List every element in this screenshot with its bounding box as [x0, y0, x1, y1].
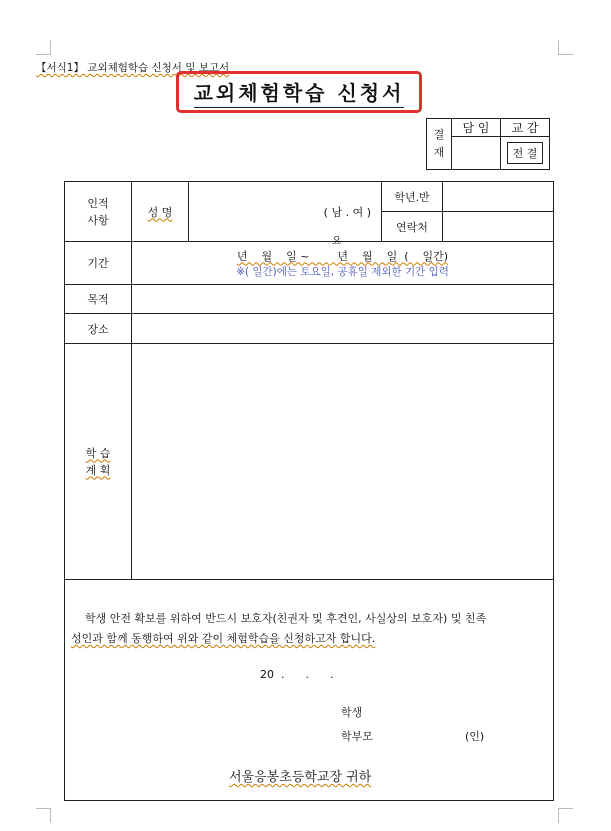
corner-mark-top-right — [558, 40, 573, 55]
personal-info-label: 인적 사항 — [65, 182, 132, 242]
name-field[interactable] — [189, 182, 382, 242]
declaration-line-1: 학생 안전 확보를 위하여 반드시 보호자(친권자 및 후견인, 사실상의 보호자) 및 친족 — [85, 612, 487, 625]
place-field[interactable] — [132, 314, 554, 344]
corner-mark-bottom-right — [558, 808, 573, 823]
period-unit-marker: 요 — [332, 236, 342, 247]
purpose-label: 목적 — [65, 285, 132, 314]
grade-class-field[interactable] — [443, 182, 554, 212]
approval-side-label: 결 재 — [427, 119, 452, 170]
form-number-label: 【서식1】 교외체험학습 신청서 및 보고서 — [36, 62, 230, 74]
corner-mark-top-left — [36, 40, 51, 55]
addressee: 서울응봉초등학교장 귀하 — [229, 770, 372, 785]
grade-class-label: 학년.반 — [382, 182, 443, 212]
seal-mark: (인) — [465, 730, 485, 743]
homeroom-sign-cell[interactable] — [452, 137, 501, 170]
vice-principal-sign-cell[interactable] — [501, 137, 550, 170]
approval-box — [426, 118, 550, 170]
page-title[interactable] — [176, 71, 422, 113]
gender-selector[interactable]: ( 남 . 여 ) — [323, 205, 371, 219]
date-field[interactable]: 20 . . . — [260, 668, 334, 681]
learning-plan-field[interactable] — [132, 344, 554, 580]
contact-label: 연락처 — [382, 212, 443, 242]
declaration-line-2: 성인과 함께 동행하여 위와 같이 체험학습을 신청하고자 합니다. — [71, 632, 376, 645]
purpose-field[interactable] — [132, 285, 554, 314]
corner-mark-bottom-left — [36, 808, 51, 823]
delegated-approval-stamp: 전 결 — [507, 142, 544, 164]
vice-principal-header: 교 감 — [501, 119, 550, 137]
period-field[interactable] — [132, 236, 554, 285]
contact-field[interactable] — [443, 212, 554, 242]
period-note: ※( 일간)에는 토요일, 공휴일 제외한 기간 입력 — [236, 265, 449, 278]
student-signature-label: 학생 — [341, 706, 363, 719]
declaration-section — [65, 580, 554, 801]
homeroom-header: 담 임 — [452, 119, 501, 137]
parent-signature-label: 학부모 — [341, 730, 373, 743]
place-label: 장소 — [65, 314, 132, 344]
name-label: 성 명 — [132, 182, 189, 242]
learning-plan-label: 학 습 계 획 — [65, 344, 132, 580]
period-label: 기간 — [65, 242, 132, 285]
application-form-table — [64, 181, 554, 801]
page-title-text: 교외체험학습 신청서 — [194, 77, 405, 108]
period-value: 년 월 일 ~ 년 월 일 ( 일간) — [236, 249, 449, 263]
